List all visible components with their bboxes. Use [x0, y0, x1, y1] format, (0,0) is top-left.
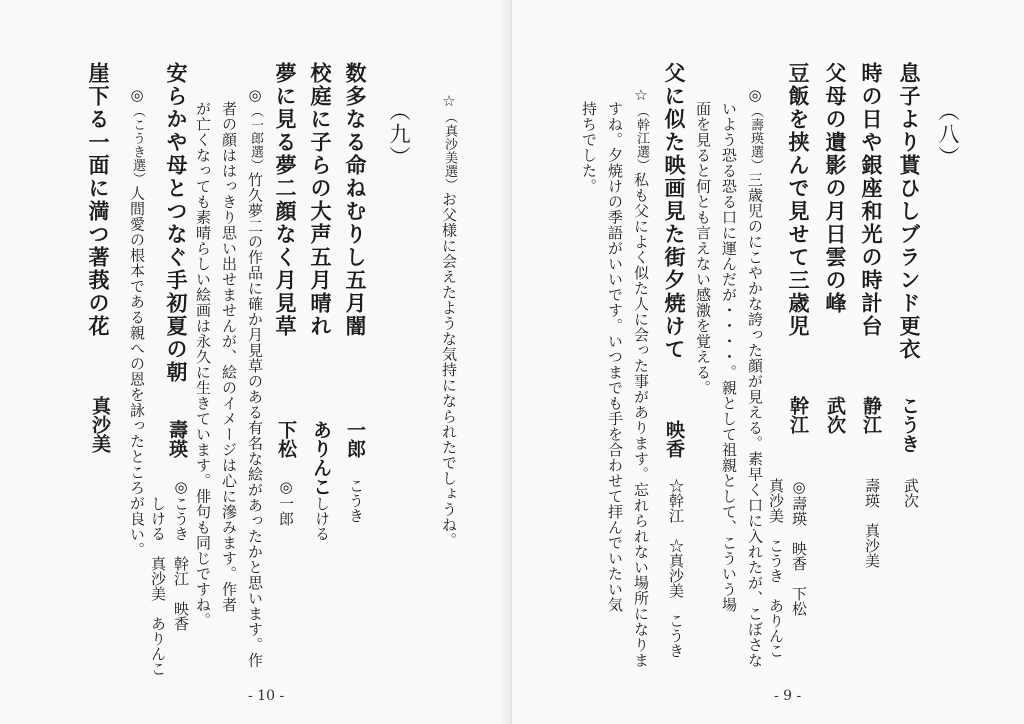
- comment-kouki-selection: [124, 86, 150, 666]
- selector-label: （幹江選）: [634, 104, 649, 172]
- comment-masami-selection: [436, 92, 462, 652]
- haiku-text: 父に似た映画見た街夕焼けて: [662, 62, 687, 361]
- haiku-author: 幹江: [787, 396, 809, 434]
- comment-text: いよう恐る恐る口に運んだが・・・・。親として祖親として、こういう場: [720, 101, 738, 613]
- double-circle-mark: ◎: [128, 86, 146, 105]
- haiku-picks: ☆幹江 ☆真沙美 こうき: [667, 478, 685, 658]
- page-number: - 10 -: [248, 688, 285, 704]
- haiku-picks: ◎一郎: [277, 478, 295, 526]
- haiku-picks: 壽瑛 真沙美: [863, 478, 881, 568]
- double-circle-mark: ◎: [246, 86, 264, 105]
- page-number: - 9 -: [774, 688, 802, 704]
- section-heading-9: （九）: [387, 100, 411, 169]
- selector-label: （真沙美選）: [442, 110, 457, 192]
- comment-text: お父様に会えたような気持になられたでしょうね。: [440, 191, 458, 548]
- haiku-text: 崖下る一面に満つ著莪の花: [86, 62, 111, 338]
- haiku-picks: 真沙美 こうき ありんこ: [767, 478, 785, 658]
- comment-text: 者の顔ははっきり思い出せませんが、絵のイメージは心に滲みます。作者: [220, 101, 238, 613]
- haiku-picks: ◎壽瑛 映香 下松: [790, 478, 808, 616]
- comment-text: が亡くなっても素晴らしい絵画は永久に生きています。俳句も同じですね。: [194, 101, 212, 628]
- star-mark: ☆: [440, 92, 458, 111]
- haiku-author: こうき: [898, 396, 920, 453]
- haiku-text: 夢に見る夢二顔なく月見草: [273, 62, 298, 338]
- haiku-author: ありんこ: [310, 420, 332, 496]
- haiku-author: 壽瑛: [166, 420, 188, 458]
- selector-label: （壽瑛選）: [748, 104, 763, 172]
- selector-label: （こうき選）: [130, 104, 145, 186]
- haiku-author: 武次: [824, 396, 846, 434]
- haiku-author: 一郎: [344, 420, 366, 458]
- haiku-text: 息子より貰ひしブランド更衣: [897, 62, 922, 361]
- haiku-author: 静江: [860, 396, 882, 434]
- haiku-picks: しける: [313, 496, 331, 541]
- comment-text: 三歳児のにこやかな誇った顔が見える。素早く口に入れたが、こぼさな: [746, 172, 764, 668]
- haiku-text: 安らかや母とつなぐ手初夏の朝: [164, 62, 189, 384]
- haiku-text: 数多なる命ねむりし五月闇: [343, 62, 368, 338]
- comment-mikie-selection: [576, 86, 654, 686]
- section-heading-8: （八）: [936, 100, 960, 169]
- comment-text: 私も父によく似た人に会った事があります。忘れられない場所になりま: [632, 172, 650, 668]
- selector-label: （一郎選）: [248, 104, 263, 172]
- comment-text: すね。夕焼けの季語がいいです。いつまでも手を合わせて拝んでいたい気: [606, 101, 624, 613]
- haiku-picks: ◎こうき 幹江 映香: [172, 478, 190, 631]
- comment-text: 持ちでした。: [580, 101, 598, 194]
- haiku-picks: こうき: [347, 478, 365, 523]
- haiku-text: 校庭に子らの大声五月晴れ: [308, 62, 333, 338]
- haiku-text: 豆飯を挟んで見せて三歳児: [786, 62, 811, 338]
- haiku-author: 真沙美: [89, 396, 111, 453]
- comment-text: 人間愛の根本である親への恩を詠ったところが良い。: [128, 185, 146, 558]
- page-9: [512, 0, 1024, 724]
- double-circle-mark: ◎: [746, 86, 764, 105]
- haiku-picks: 武次: [902, 478, 920, 508]
- comment-juei-selection: [690, 86, 768, 686]
- comment-text: 面を見ると何とも言えない感激を覚える。: [694, 101, 712, 396]
- haiku-picks: しける 真沙美 ありんこ: [149, 496, 167, 676]
- comment-ichiro-selection: [190, 86, 268, 686]
- haiku-author: 下松: [275, 420, 297, 458]
- comment-text: 竹久夢二の作品に確か月見草のある有名な絵があったかと思います。作: [246, 172, 264, 668]
- star-mark: ☆: [632, 86, 650, 105]
- haiku-text: 父母の遺影の月日雲の峰: [823, 62, 848, 315]
- haiku-text: 時の日や銀座和光の時計台: [859, 62, 884, 338]
- haiku-author: 映香: [663, 420, 685, 458]
